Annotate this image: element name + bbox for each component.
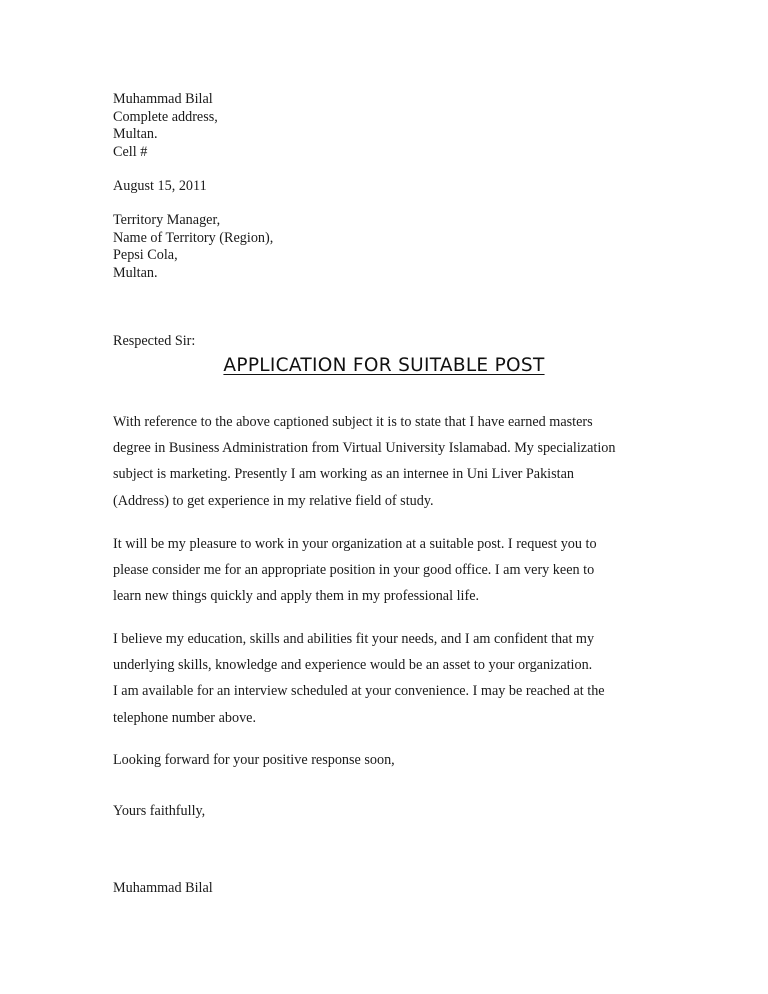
paragraph-line: degree in Business Administration from Virtual University Islamabad. My specialization xyxy=(113,440,616,457)
salutation-text: Respected Sir: xyxy=(113,333,196,349)
body-paragraph-3 xyxy=(113,626,673,731)
date-text: August 15, 2011 xyxy=(113,178,207,194)
recipient-company: Pepsi Cola, xyxy=(113,247,178,263)
signature-name: Muhammad Bilal xyxy=(113,880,213,896)
paragraph-line: (Address) to get experience in my relative field of study. xyxy=(113,492,434,509)
closing-line xyxy=(113,752,395,770)
sign-off-text: Yours faithfully, xyxy=(113,803,206,819)
sender-address: Complete address, xyxy=(113,108,218,125)
paragraph-line: please consider me for an appropriate position in your good office. I am very keen to xyxy=(113,562,595,579)
paragraph-line: telephone number above. xyxy=(113,709,257,726)
body-paragraph-2 xyxy=(113,531,673,610)
recipient-territory: Name of Territory (Region), xyxy=(113,229,274,246)
sign-off xyxy=(113,803,205,821)
letter-date xyxy=(113,178,207,196)
signature xyxy=(113,880,213,898)
sender-block xyxy=(113,91,218,161)
paragraph-line: learn new things quickly and apply them in my professional life. xyxy=(113,588,480,605)
paragraph-line: underlying skills, knowledge and experience would be an asset to your organization. xyxy=(113,657,593,674)
paragraph-line: It will be my pleasure to work in your organization at a suitable post. I request you to xyxy=(113,536,597,552)
body-paragraph-1 xyxy=(113,409,673,514)
paragraph-line: subject is marketing. Presently I am working as an internee in Uni Liver Pakistan xyxy=(113,466,574,483)
sender-city: Multan. xyxy=(113,126,158,142)
recipient-city: Multan. xyxy=(113,264,158,281)
sender-name: Muhammad Bilal xyxy=(113,91,213,107)
closing-text: Looking forward for your positive response soon, xyxy=(113,752,395,768)
salutation xyxy=(113,333,195,351)
sender-cell: Cell # xyxy=(113,143,148,160)
recipient-block xyxy=(113,212,273,282)
paragraph-line: I believe my education, skills and abilities fit your needs, and I am confident that my xyxy=(113,631,595,647)
paragraph-line: I am available for an interview scheduled at your convenience. I may be reached at the xyxy=(113,683,605,700)
paragraph-line: With reference to the above captioned subject it is to state that I have earned masters xyxy=(113,414,593,430)
recipient-title: Territory Manager, xyxy=(113,212,221,228)
subject-heading: APPLICATION FOR SUITABLE POST xyxy=(223,355,545,376)
